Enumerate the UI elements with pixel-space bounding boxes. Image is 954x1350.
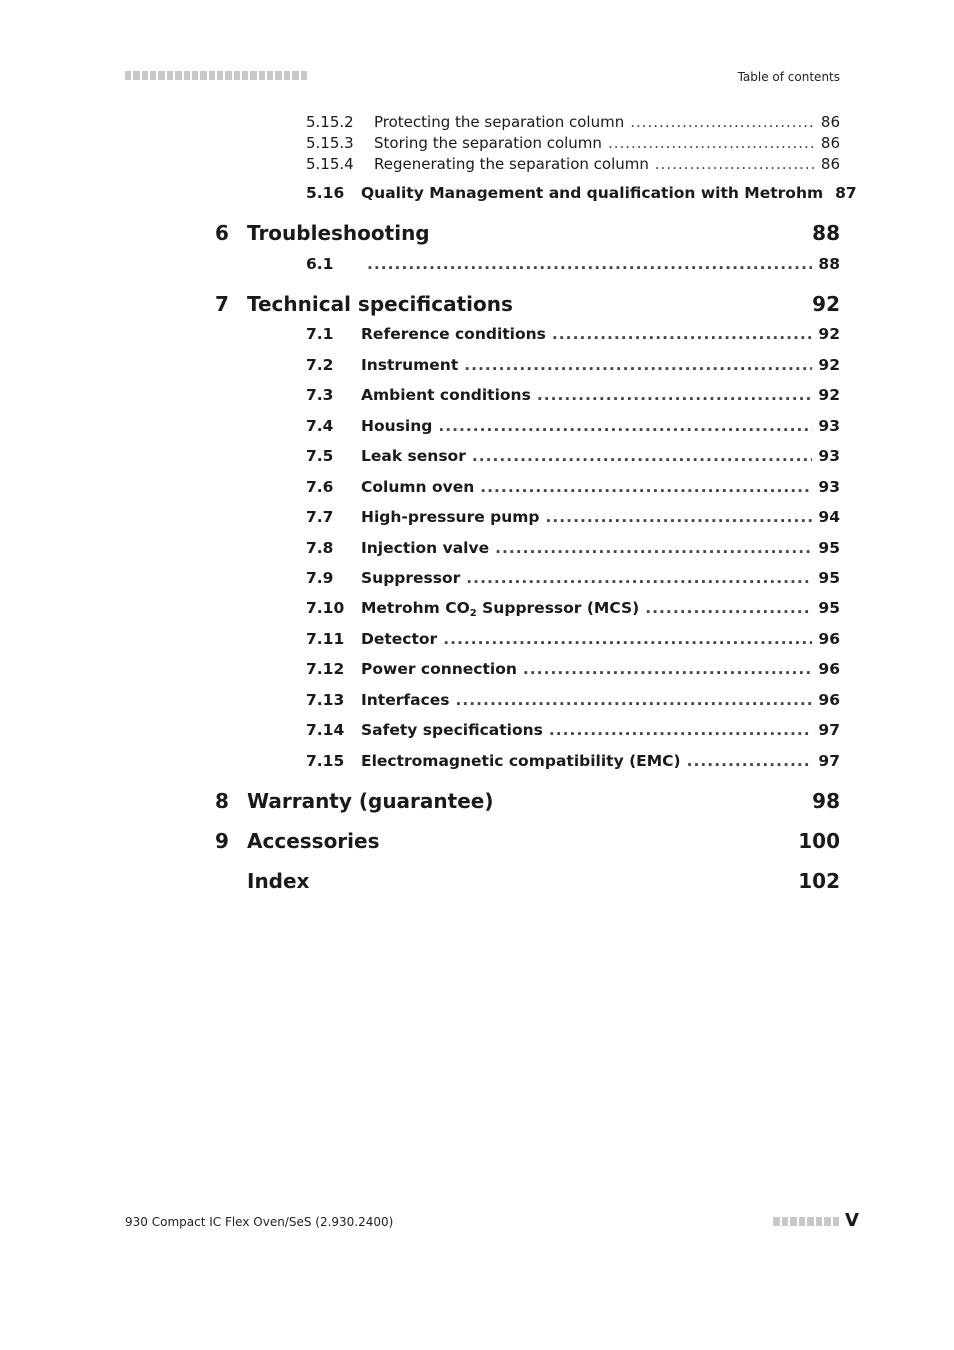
toc-entry-page: 88 bbox=[812, 221, 840, 245]
toc-entry-number: 7.7 bbox=[306, 508, 334, 526]
toc-entry-leader-dots bbox=[466, 569, 812, 587]
toc-entry-number: 7.12 bbox=[306, 660, 345, 678]
toc-entry[interactable] bbox=[306, 599, 840, 619]
footer-decoration bbox=[773, 1217, 839, 1226]
toc-entry-leader-dots bbox=[523, 660, 813, 678]
toc-entry-page: 86 bbox=[820, 155, 840, 173]
toc-entry-page: 86 bbox=[820, 113, 840, 131]
toc-entry-title: Storing the separation column bbox=[374, 134, 602, 152]
toc-entry-page: 95 bbox=[818, 569, 840, 587]
toc-entry-title: Instrument bbox=[361, 356, 459, 374]
toc-entry-title: Interfaces bbox=[361, 691, 450, 709]
toc-entry[interactable] bbox=[306, 752, 840, 770]
toc-entry-title: Power connection bbox=[361, 660, 517, 678]
toc-entry-leader-dots bbox=[495, 539, 812, 557]
toc-entry[interactable] bbox=[306, 660, 840, 678]
toc-entry-page: 92 bbox=[818, 325, 840, 343]
toc-entry-page: 100 bbox=[798, 829, 840, 853]
toc-entry-page: 87 bbox=[835, 184, 857, 202]
toc-entry-leader-dots bbox=[438, 417, 812, 435]
toc-entry[interactable] bbox=[306, 447, 840, 465]
toc-entry[interactable] bbox=[215, 829, 840, 853]
toc-entry-leader-dots bbox=[645, 599, 812, 617]
toc-entry-title: Protecting the separation column bbox=[374, 113, 625, 131]
toc-entry[interactable] bbox=[215, 292, 840, 316]
toc-entry[interactable] bbox=[306, 478, 840, 496]
toc-entry-number: 6.1 bbox=[306, 255, 334, 273]
toc-entry-page: 94 bbox=[818, 508, 840, 526]
toc-entry-page: 93 bbox=[818, 417, 840, 435]
toc-entry[interactable] bbox=[306, 113, 840, 131]
toc-entry-number: 7.15 bbox=[306, 752, 345, 770]
footer-page-number: V bbox=[845, 1210, 859, 1231]
toc-entry-page: 97 bbox=[818, 721, 840, 739]
toc-entry-page: 92 bbox=[818, 386, 840, 404]
toc-entry-leader-dots bbox=[537, 386, 813, 404]
toc-entry-page: 96 bbox=[818, 691, 840, 709]
toc-entry-title: Reference conditions bbox=[361, 325, 546, 343]
toc-entry[interactable] bbox=[306, 255, 840, 273]
toc-entry-number: 7.11 bbox=[306, 630, 345, 648]
toc-entry-number: 8 bbox=[215, 789, 229, 813]
toc-entry-title: Electromagnetic compatibility (EMC) bbox=[361, 752, 681, 770]
toc-entry-title bbox=[361, 599, 639, 619]
toc-entry-number: 7.14 bbox=[306, 721, 345, 739]
toc-entry-leader-dots bbox=[546, 508, 813, 526]
toc-entry-title: Suppressor bbox=[361, 569, 461, 587]
toc-entry-page: 93 bbox=[818, 478, 840, 496]
toc-entry-number: 7.1 bbox=[306, 325, 334, 343]
toc-entry-number: 5.15.2 bbox=[306, 113, 354, 131]
toc-entry[interactable] bbox=[306, 386, 840, 404]
toc-entry-title: High-pressure pump bbox=[361, 508, 540, 526]
toc-entry-title: Technical specifications bbox=[247, 292, 513, 316]
toc-entry-leader-dots bbox=[456, 691, 813, 709]
toc-entry-page: 93 bbox=[818, 447, 840, 465]
toc-entry-number: 5.15.4 bbox=[306, 155, 354, 173]
toc-entry-page: 97 bbox=[818, 752, 840, 770]
footer-document-title: 930 Compact IC Flex Oven/SeS (2.930.2400) bbox=[125, 1215, 394, 1229]
toc-entry-number: 7.13 bbox=[306, 691, 345, 709]
toc-entry[interactable] bbox=[215, 869, 840, 893]
toc-entry[interactable] bbox=[306, 508, 840, 526]
toc-entry-number: 7.4 bbox=[306, 417, 334, 435]
toc-entry-title: Column oven bbox=[361, 478, 475, 496]
toc-entry-leader-dots bbox=[443, 630, 812, 648]
toc-entry-number: 5.15.3 bbox=[306, 134, 354, 152]
toc-entry-leader-dots bbox=[464, 356, 812, 374]
toc-entry[interactable] bbox=[306, 325, 840, 343]
header-decoration bbox=[125, 71, 307, 80]
toc-entry-number: 7.9 bbox=[306, 569, 334, 587]
toc-entry-leader-dots bbox=[472, 447, 813, 465]
toc-entry-title: Detector bbox=[361, 630, 438, 648]
toc-entry-number: 7.8 bbox=[306, 539, 334, 557]
toc-entry[interactable] bbox=[306, 630, 840, 648]
toc-entry-number: 7.10 bbox=[306, 599, 345, 617]
running-header-title: Table of contents bbox=[737, 70, 840, 84]
toc-entry-title: Index bbox=[247, 869, 310, 893]
toc-entry-number: 7.5 bbox=[306, 447, 334, 465]
toc-entry[interactable] bbox=[306, 691, 840, 709]
toc-entry-number: 6 bbox=[215, 221, 229, 245]
toc-entry-title-part: Metrohm CO bbox=[361, 599, 470, 617]
toc-entry-title: Accessories bbox=[247, 829, 380, 853]
toc-entry-leader-dots bbox=[655, 155, 815, 173]
toc-entry[interactable] bbox=[306, 134, 840, 152]
toc-entry-title: Warranty (guarantee) bbox=[247, 789, 494, 813]
toc-entry-leader-dots bbox=[552, 325, 813, 343]
toc-entry-title-part: Suppressor (MCS) bbox=[476, 599, 640, 617]
toc-entry-leader-dots bbox=[480, 478, 812, 496]
toc-entry[interactable] bbox=[215, 221, 840, 245]
toc-entry-title-subscript: 2 bbox=[469, 608, 477, 619]
toc-entry-page: 88 bbox=[818, 255, 840, 273]
toc-entry-number: 7.2 bbox=[306, 356, 334, 374]
toc-entry-leader-dots bbox=[687, 752, 813, 770]
toc-entry[interactable] bbox=[306, 539, 840, 557]
toc-entry[interactable] bbox=[306, 155, 840, 173]
toc-entry-page: 92 bbox=[812, 292, 840, 316]
toc-entry-number: 9 bbox=[215, 829, 229, 853]
toc-entry-leader-dots bbox=[549, 721, 813, 739]
toc-entry[interactable] bbox=[306, 721, 840, 739]
toc-entry[interactable] bbox=[306, 184, 857, 202]
toc-entry-page: 92 bbox=[818, 356, 840, 374]
toc-entry-page: 95 bbox=[818, 599, 840, 617]
toc-entry-title: Troubleshooting bbox=[247, 221, 430, 245]
toc-entry-leader-dots bbox=[608, 134, 815, 152]
toc-entry-number: 5.16 bbox=[306, 184, 345, 202]
toc-entry-title: Housing bbox=[361, 417, 433, 435]
toc-entry-leader-dots bbox=[367, 255, 812, 273]
toc-entry-title: Ambient conditions bbox=[361, 386, 531, 404]
toc-entry-title: Injection valve bbox=[361, 539, 490, 557]
toc-entry-number: 7 bbox=[215, 292, 229, 316]
toc-entry-page: 95 bbox=[818, 539, 840, 557]
toc-entry-title: Safety specifications bbox=[361, 721, 543, 739]
toc-entry-title: Quality Management and qualification with Metrohm bbox=[361, 184, 824, 202]
toc-entry[interactable] bbox=[306, 417, 840, 435]
toc-entry-title: Regenerating the separation column bbox=[374, 155, 649, 173]
toc-entry-page: 96 bbox=[818, 630, 840, 648]
toc-entry[interactable] bbox=[215, 789, 840, 813]
toc-entry[interactable] bbox=[306, 356, 840, 374]
toc-entry-page: 98 bbox=[812, 789, 840, 813]
toc-entry-page: 96 bbox=[818, 660, 840, 678]
toc-entry-title: Leak sensor bbox=[361, 447, 466, 465]
toc-entry-number: 7.3 bbox=[306, 386, 334, 404]
toc-entry-page: 86 bbox=[820, 134, 840, 152]
toc-entry-number: 7.6 bbox=[306, 478, 334, 496]
toc-entry[interactable] bbox=[306, 569, 840, 587]
toc-entry-page: 102 bbox=[798, 869, 840, 893]
toc-entry-leader-dots bbox=[630, 113, 815, 131]
